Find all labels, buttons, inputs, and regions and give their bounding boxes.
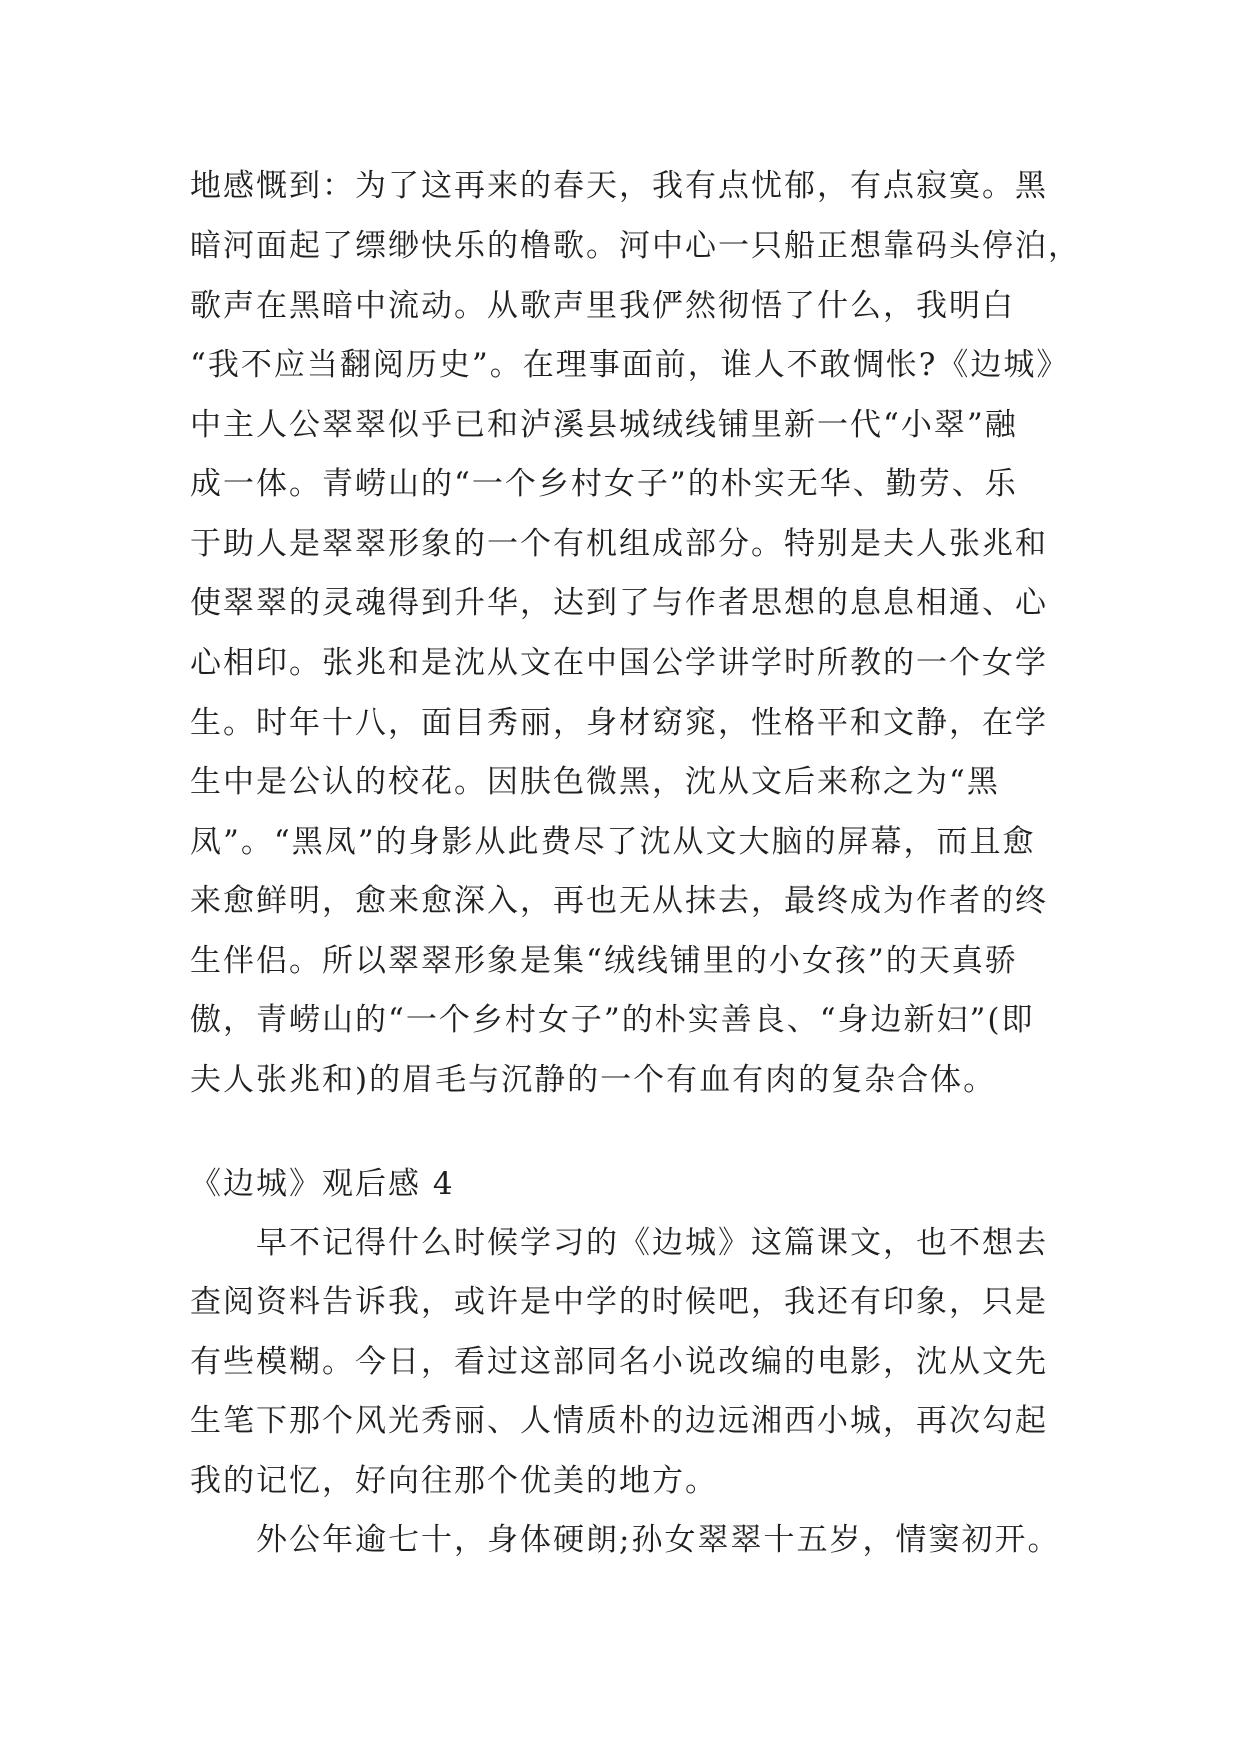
text-line: 中主人公翠翠似乎已和泸溪县城绒线铺里新一代“小翠”融 bbox=[190, 407, 1018, 443]
text-line: 生笔下那个风光秀丽、人情质朴的边远湘西小城，再次勾起 bbox=[190, 1403, 1048, 1439]
text-line: 外公年逾七十，身体硬朗;孙女翠翠十五岁，情窦初开。 bbox=[256, 1522, 1061, 1558]
text-line: 生。时年十八，面目秀丽，身材窈窕，性格平和文静，在学 bbox=[190, 705, 1048, 741]
text-line: 地感慨到：为了这再来的春天，我有点忧郁，有点寂寞。黑 bbox=[190, 168, 1048, 204]
text-line: 心相印。张兆和是沈从文在中国公学讲学时所教的一个女学 bbox=[190, 645, 1048, 681]
text-line: 暗河面起了缥缈快乐的橹歌。河中心一只船正想靠码头停泊， bbox=[190, 228, 1081, 264]
text-line: 傲，青崂山的“一个乡村女子”的朴实善良、“身边新妇”(即 bbox=[190, 1002, 1035, 1038]
text-line: 使翠翠的灵魂得到升华，达到了与作者思想的息息相通、心 bbox=[190, 585, 1048, 621]
text-line: 有些模糊。今日，看过这部同名小说改编的电影，沈从文先 bbox=[190, 1344, 1048, 1380]
section-heading: 《边城》观后感 4 bbox=[190, 1166, 455, 1202]
text-line: 我的记忆，好向往那个优美的地方。 bbox=[190, 1463, 718, 1499]
text-line: 歌声在黑暗中流动。从歌声里我俨然彻悟了什么，我明白 bbox=[190, 288, 1015, 324]
text-line: “我不应当翻阅历史”。在理事面前，谁人不敢惆怅?《边城》 bbox=[190, 347, 1070, 383]
text-line: 夫人张兆和)的眉毛与沉静的一个有血有肉的复杂合体。 bbox=[190, 1062, 997, 1098]
text-line: 查阅资料告诉我，或许是中学的时候吧，我还有印象，只是 bbox=[190, 1284, 1048, 1320]
text-line: 早不记得什么时候学习的《边城》这篇课文，也不想去 bbox=[256, 1225, 1048, 1261]
text-line: 生伴侣。所以翠翠形象是集“绒线铺里的小女孩”的天真骄 bbox=[190, 943, 1018, 979]
text-line: 凤”。“黑凤”的身影从此费尽了沈从文大脑的屏幕，而且愈 bbox=[190, 824, 1036, 860]
text-line: 来愈鲜明，愈来愈深入，再也无从抹去，最终成为作者的终 bbox=[190, 883, 1048, 919]
text-line: 成一体。青崂山的“一个乡村女子”的朴实无华、勤劳、乐 bbox=[190, 466, 1018, 502]
text-line: 于助人是翠翠形象的一个有机组成部分。特别是夫人张兆和 bbox=[190, 526, 1048, 562]
text-line: 生中是公认的校花。因肤色微黑，沈从文后来称之为“黑 bbox=[190, 764, 1000, 800]
